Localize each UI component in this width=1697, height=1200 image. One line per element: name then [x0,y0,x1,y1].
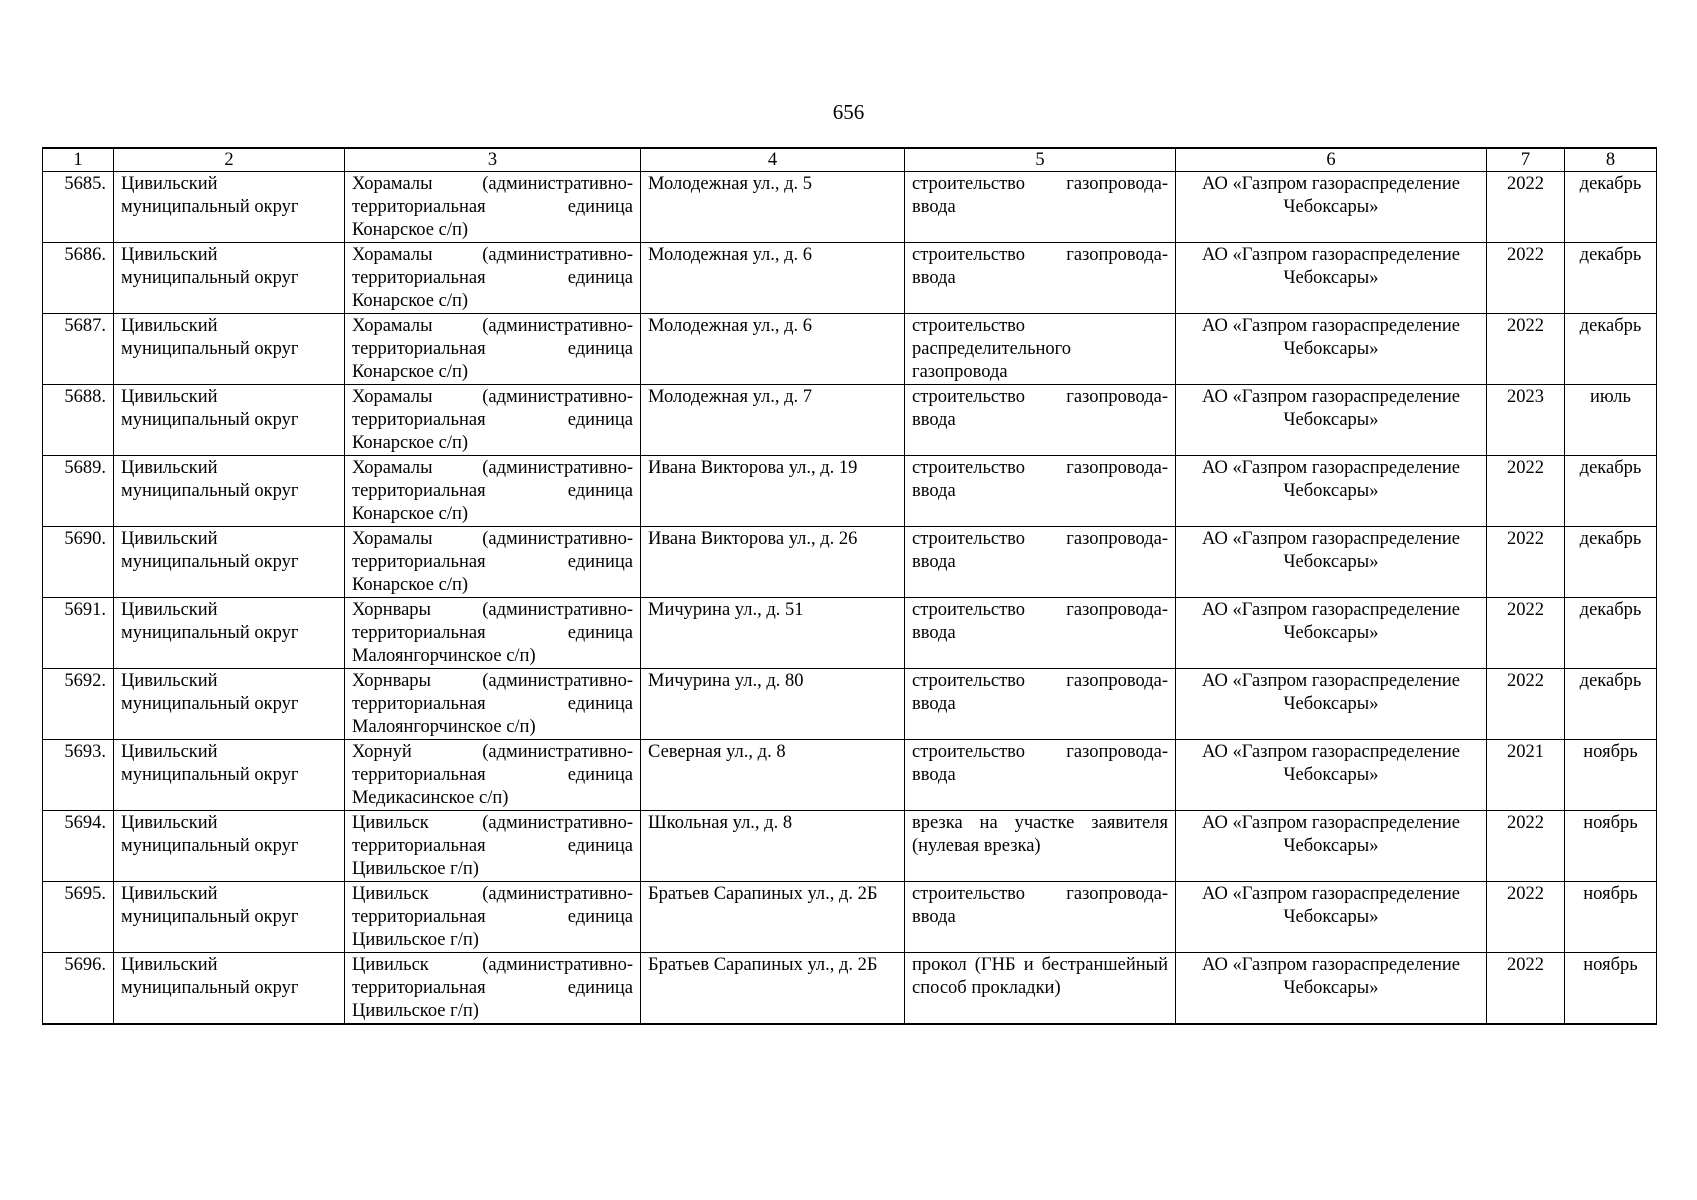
work-type-cell: строительство газопровода-ввода [905,385,1176,456]
month-cell: ноябрь [1565,811,1657,882]
table-row [43,527,1657,598]
locality-cell: Хорнвары (административно-территориальная единица Малоянгорчинское с/п) [345,669,641,740]
address-cell: Молодежная ул., д. 5 [641,172,905,243]
district-cell: Цивильский муниципальный округ [114,669,345,740]
row-number: 5687. [43,314,114,385]
district-cell: Цивильский муниципальный округ [114,456,345,527]
organization-cell: АО «Газпром газораспределение Чебоксары» [1176,740,1487,811]
table-row [43,669,1657,740]
month-cell: ноябрь [1565,882,1657,953]
address-cell: Школьная ул., д. 8 [641,811,905,882]
month-cell: декабрь [1565,669,1657,740]
month-cell: декабрь [1565,456,1657,527]
year-cell: 2022 [1487,172,1565,243]
district-cell: Цивильский муниципальный округ [114,882,345,953]
locality-cell: Цивильск (административно-территориальная единица Цивильское г/п) [345,811,641,882]
district-cell: Цивильский муниципальный округ [114,527,345,598]
column-header: 3 [345,148,641,172]
organization-cell: АО «Газпром газораспределение Чебоксары» [1176,669,1487,740]
row-number: 5694. [43,811,114,882]
year-cell: 2022 [1487,527,1565,598]
work-type-cell: строительство газопровода-ввода [905,669,1176,740]
month-cell: декабрь [1565,172,1657,243]
row-number: 5690. [43,527,114,598]
district-cell: Цивильский муниципальный округ [114,243,345,314]
column-number-row [43,148,1657,172]
organization-cell: АО «Газпром газораспределение Чебоксары» [1176,527,1487,598]
address-cell: Мичурина ул., д. 51 [641,598,905,669]
month-cell: декабрь [1565,598,1657,669]
work-type-cell: врезка на участке заявителя (нулевая врезка) [905,811,1176,882]
month-cell: декабрь [1565,314,1657,385]
table-row [43,882,1657,953]
table-row [43,456,1657,527]
locality-cell: Хорамалы (административно-территориальная единица Конарское с/п) [345,385,641,456]
work-type-cell: строительство газопровода-ввода [905,598,1176,669]
table-row [43,598,1657,669]
column-header: 8 [1565,148,1657,172]
address-cell: Братьев Сарапиных ул., д. 2Б [641,953,905,1025]
district-cell: Цивильский муниципальный округ [114,172,345,243]
column-header: 5 [905,148,1176,172]
page-number: 656 [832,100,865,124]
registry-table [42,147,1657,1025]
address-cell: Ивана Викторова ул., д. 19 [641,456,905,527]
address-cell: Братьев Сарапиных ул., д. 2Б [641,882,905,953]
year-cell: 2021 [1487,740,1565,811]
organization-cell: АО «Газпром газораспределение Чебоксары» [1176,456,1487,527]
year-cell: 2022 [1487,882,1565,953]
row-number: 5691. [43,598,114,669]
table-row [43,953,1657,1025]
organization-cell: АО «Газпром газораспределение Чебоксары» [1176,811,1487,882]
column-header: 1 [43,148,114,172]
row-number: 5689. [43,456,114,527]
work-type-cell: строительство распределительного газопровода [905,314,1176,385]
organization-cell: АО «Газпром газораспределение Чебоксары» [1176,882,1487,953]
column-header: 2 [114,148,345,172]
row-number: 5686. [43,243,114,314]
table-body [43,172,1657,1025]
row-number: 5688. [43,385,114,456]
table-row [43,811,1657,882]
locality-cell: Хорамалы (административно-территориальная единица Конарское с/п) [345,314,641,385]
district-cell: Цивильский муниципальный округ [114,953,345,1025]
locality-cell: Цивильск (административно-территориальная единица Цивильское г/п) [345,882,641,953]
address-cell: Мичурина ул., д. 80 [641,669,905,740]
district-cell: Цивильский муниципальный округ [114,598,345,669]
organization-cell: АО «Газпром газораспределение Чебоксары» [1176,598,1487,669]
address-cell: Ивана Викторова ул., д. 26 [641,527,905,598]
address-cell: Молодежная ул., д. 7 [641,385,905,456]
district-cell: Цивильский муниципальный округ [114,314,345,385]
address-cell: Северная ул., д. 8 [641,740,905,811]
address-cell: Молодежная ул., д. 6 [641,243,905,314]
month-cell: декабрь [1565,243,1657,314]
month-cell: июль [1565,385,1657,456]
work-type-cell: строительство газопровода-ввода [905,456,1176,527]
year-cell: 2022 [1487,243,1565,314]
table-row [43,243,1657,314]
year-cell: 2022 [1487,669,1565,740]
row-number: 5696. [43,953,114,1025]
month-cell: ноябрь [1565,740,1657,811]
month-cell: декабрь [1565,527,1657,598]
organization-cell: АО «Газпром газораспределение Чебоксары» [1176,314,1487,385]
organization-cell: АО «Газпром газораспределение Чебоксары» [1176,172,1487,243]
locality-cell: Хорнвары (административно-территориальная единица Малоянгорчинское с/п) [345,598,641,669]
work-type-cell: строительство газопровода-ввода [905,527,1176,598]
year-cell: 2022 [1487,953,1565,1025]
row-number: 5693. [43,740,114,811]
work-type-cell: прокол (ГНБ и бестраншейный способ прокладки) [905,953,1176,1025]
month-cell: ноябрь [1565,953,1657,1025]
district-cell: Цивильский муниципальный округ [114,740,345,811]
organization-cell: АО «Газпром газораспределение Чебоксары» [1176,243,1487,314]
table-row [43,314,1657,385]
row-number: 5685. [43,172,114,243]
locality-cell: Хорамалы (административно-территориальная единица Конарское с/п) [345,527,641,598]
organization-cell: АО «Газпром газораспределение Чебоксары» [1176,953,1487,1025]
table-row [43,385,1657,456]
work-type-cell: строительство газопровода-ввода [905,243,1176,314]
district-cell: Цивильский муниципальный округ [114,811,345,882]
table-row [43,172,1657,243]
organization-cell: АО «Газпром газораспределение Чебоксары» [1176,385,1487,456]
locality-cell: Цивильск (административно-территориальная единица Цивильское г/п) [345,953,641,1025]
work-type-cell: строительство газопровода-ввода [905,172,1176,243]
column-header: 6 [1176,148,1487,172]
locality-cell: Хорамалы (административно-территориальная единица Конарское с/п) [345,172,641,243]
column-header: 7 [1487,148,1565,172]
row-number: 5695. [43,882,114,953]
year-cell: 2022 [1487,456,1565,527]
table-row [43,740,1657,811]
year-cell: 2022 [1487,314,1565,385]
locality-cell: Хорамалы (административно-территориальная единица Конарское с/п) [345,456,641,527]
locality-cell: Хорнуй (административно-территориальная единица Медикасинское с/п) [345,740,641,811]
row-number: 5692. [43,669,114,740]
address-cell: Молодежная ул., д. 6 [641,314,905,385]
year-cell: 2022 [1487,811,1565,882]
year-cell: 2022 [1487,598,1565,669]
work-type-cell: строительство газопровода-ввода [905,740,1176,811]
district-cell: Цивильский муниципальный округ [114,385,345,456]
locality-cell: Хорамалы (административно-территориальная единица Конарское с/п) [345,243,641,314]
column-header: 4 [641,148,905,172]
year-cell: 2023 [1487,385,1565,456]
work-type-cell: строительство газопровода-ввода [905,882,1176,953]
